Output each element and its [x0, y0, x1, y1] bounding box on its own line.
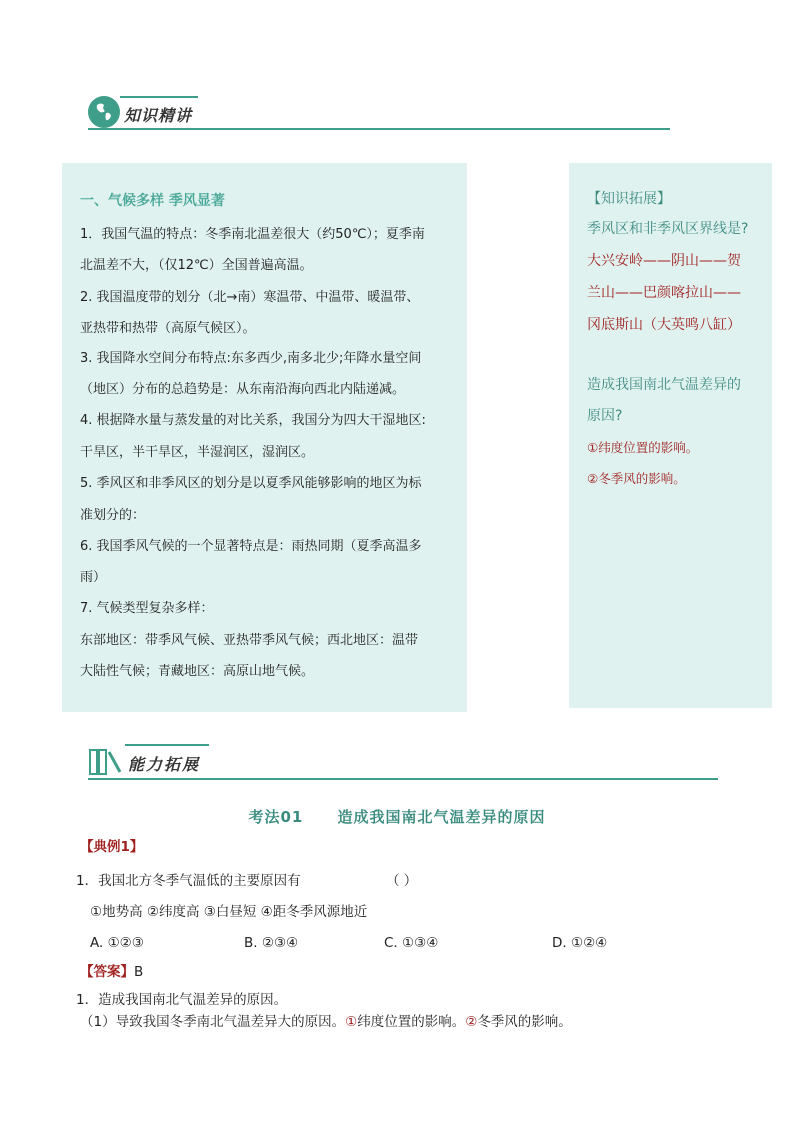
header2-top-rule — [125, 744, 209, 746]
circled-two: ② — [465, 1014, 478, 1030]
answer-tag: 【答案】 — [80, 964, 134, 980]
extension-question-1: 季风区和非季风区界线是? — [587, 221, 749, 237]
option-b: B. ②③④ — [244, 935, 299, 951]
kaofa-heading — [0, 806, 794, 827]
example-factors: ①地势高 ②纬度高 ③白昼短 ④距冬季风源地近 — [90, 904, 368, 920]
knowledge-line: 4. 根据降水量与蒸发量的对比关系，我国分为四大干湿地区: — [80, 413, 426, 428]
extension-question-2: 造成我国南北气温差异的 — [587, 377, 741, 393]
example-answer-parens: （ ） — [386, 873, 418, 889]
kaofa-title: 造成我国南北气温差异的原因 — [337, 808, 546, 826]
knowledge-line: （地区）分布的总趋势是：从东南沿海向西北内陆递减。 — [80, 382, 406, 397]
knowledge-line: 亚热带和热带（高原气候区）。 — [80, 321, 256, 336]
option-d: D. ①②④ — [552, 935, 608, 951]
explanation-prefix: （1）导致我国冬季南北气温差异大的原因。 — [80, 1014, 346, 1030]
extension-tag: 【知识拓展】 — [587, 191, 671, 207]
answer-value: B — [134, 964, 144, 980]
example-question: 1．我国北方冬季气温低的主要原因有 — [76, 873, 301, 889]
extension-question-2: 原因? — [587, 408, 623, 424]
header-top-rule — [120, 96, 198, 98]
knowledge-heading: 一、气候多样 季风显著 — [80, 193, 225, 209]
knowledge-line: 雨） — [80, 570, 107, 585]
extension-answer-line: 大兴安岭——阴山——贺 — [587, 253, 741, 269]
option-c: C. ①③④ — [384, 935, 439, 951]
books-icon — [88, 748, 124, 776]
answer-row — [80, 963, 143, 981]
extension-reason-1: ①纬度位置的影响。 — [587, 440, 699, 455]
option-a: A. ①②③ — [90, 935, 144, 951]
knowledge-line: 干旱区，半干旱区，半湿润区，湿润区。 — [80, 445, 315, 460]
knowledge-line: 3. 我国降水空间分布特点:东多西少,南多北少;年降水量空间 — [80, 351, 422, 366]
knowledge-box — [62, 163, 467, 712]
explanation-end: 冬季风的影响。 — [477, 1014, 572, 1030]
knowledge-line: 北温差不大，（仅12℃）全国普遍高温。 — [80, 258, 313, 273]
extension-answer-line: 冈底斯山（大英鸣八缸） — [587, 317, 741, 333]
knowledge-line: 大陆性气候；青藏地区：高原山地气候。 — [80, 664, 315, 679]
extension-reason-2: ②冬季风的影响。 — [587, 471, 686, 486]
extension-box — [569, 163, 772, 708]
section-title-ability: 能力拓展 — [128, 755, 201, 774]
knowledge-line: 7. 气候类型复杂多样： — [80, 601, 214, 616]
knowledge-line: 6. 我国季风气候的一个显著特点是：雨热同期（夏季高温多 — [80, 539, 422, 554]
header2-bottom-rule — [88, 778, 718, 780]
knowledge-line: 2. 我国温度带的划分（北→南）寒温带、中温带、暖温带、 — [80, 290, 420, 305]
section-title-knowledge: 知识精讲 — [124, 106, 193, 125]
knowledge-line: 5. 季风区和非季风区的划分是以夏季风能够影响的地区为标 — [80, 476, 422, 491]
explanation-line-1: 1．造成我国南北气温差异的原因。 — [76, 992, 288, 1008]
knowledge-line: 1．我国气温的特点：冬季南北温差很大（约50℃）；夏季南 — [80, 227, 425, 242]
explanation-mid: 纬度位置的影响。 — [357, 1014, 466, 1030]
circled-one: ① — [345, 1014, 358, 1030]
header-bottom-rule — [88, 128, 670, 130]
kaofa-number: 考法01 — [248, 808, 304, 826]
knowledge-line: 东部地区：带季风气候、亚热带季风气候；西北地区：温带 — [80, 633, 419, 648]
explanation-line-2 — [80, 1013, 572, 1031]
example-tag: 【典例1】 — [80, 839, 144, 855]
extension-answer-line: 兰山——巴颜喀拉山—— — [587, 285, 741, 301]
knowledge-line: 准划分的： — [80, 508, 146, 523]
globe-icon — [88, 96, 120, 128]
